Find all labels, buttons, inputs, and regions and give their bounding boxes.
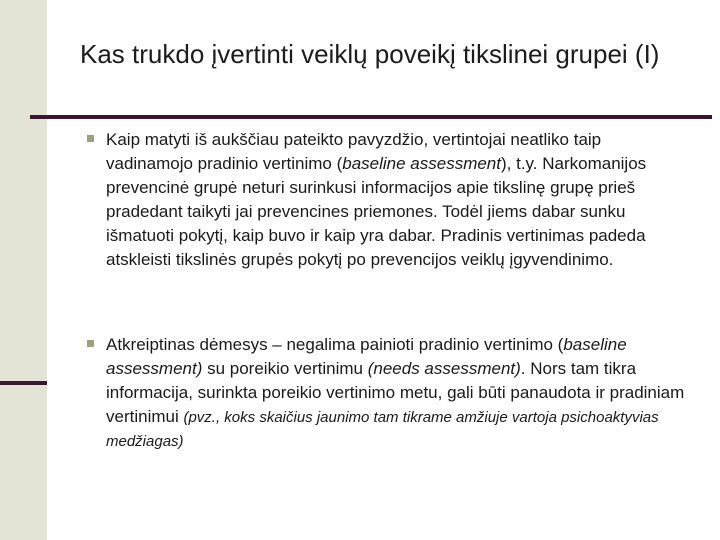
paragraph1-italic-term: baseline assessment: [342, 154, 501, 173]
paragraph1-text-start: Kaip matyti iš aukščiau pateikto pavyzdžio, vertintojai neatliko taip vadinamojo pradinio vertinimo (: [106, 130, 602, 173]
slide-title: Kas trukdo įvertinti veiklų poveikį tikslinei grupei (I): [80, 39, 660, 69]
paragraph2-italic-baseline: baseline assessment): [106, 335, 627, 378]
paragraph-attention-note: [106, 333, 686, 453]
bullet-square-icon: [87, 135, 94, 142]
paragraph1-text-end: ), t.y. Narkomanijos prevencinė grupė neturi surinkusi informacijos apie tikslinę grupę prieš pradedant taikyti jai prevencines priemones. Todėl jiems dabar sunku išmatuoti pokytį, kaip buvo ir kaip yra dabar. Pradinis vertinimas padeda atskleisti tikslinės grupės pokytį po prevencijos veiklų įgyvendinimo.: [106, 154, 647, 269]
paragraph2-italic-needs: (needs assessment): [367, 359, 521, 378]
bullet-square-icon: [87, 340, 94, 347]
paragraph2-text-part2: su poreikio vertinimu: [202, 359, 368, 378]
paragraph2-text-part1: Atkreiptinas dėmesys – negalima painioti pradinio vertinimo (: [106, 335, 564, 354]
title-divider-rule: [30, 115, 712, 119]
side-accent-rule: [0, 381, 47, 385]
paragraph2-text-part3: . Nors tam tikra informacija, surinkta poreikio vertinimo metu, gali būti panaudota ir pradiniam vertinimui: [106, 359, 685, 426]
paragraph2-example-note: (pvz., koks skaičius jaunimo tam tikrame amžiuje vartoja psichoaktyvias medžiagas): [106, 409, 659, 450]
side-decorative-band: [0, 0, 47, 540]
paragraph-baseline-explanation: [106, 128, 676, 272]
